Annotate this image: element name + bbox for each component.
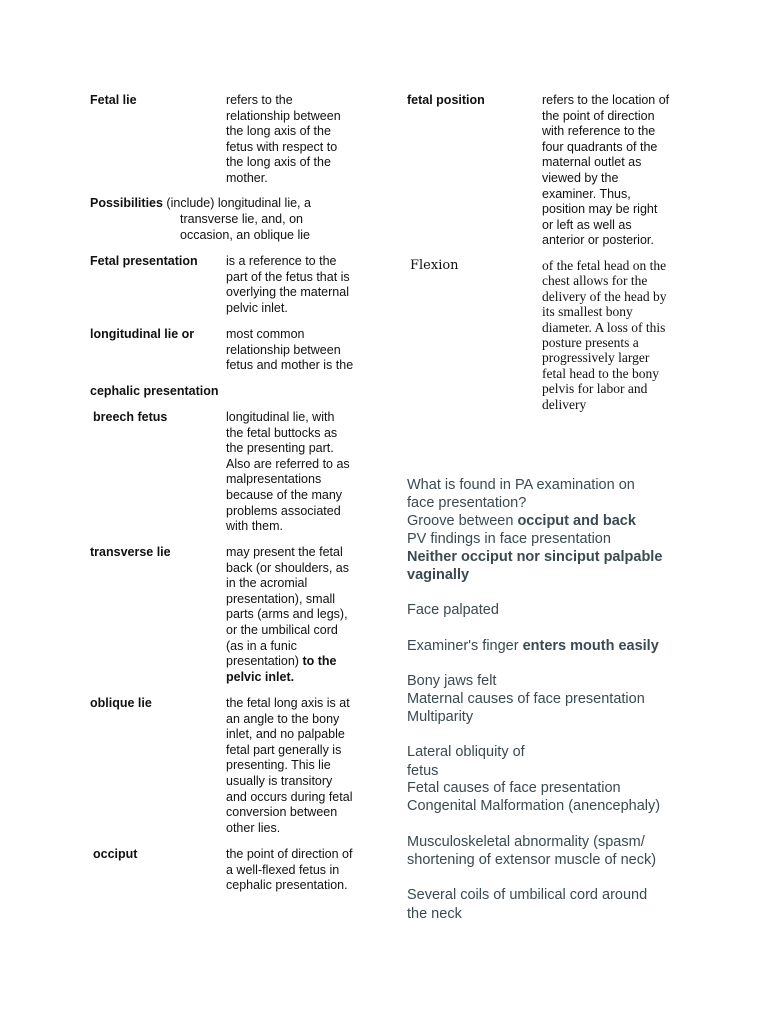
qa-a1 [407, 512, 636, 530]
def-longitudinal-lie: most common relationship between fetus and mother is the [226, 327, 354, 373]
def-occiput: the point of direction of a well-flexed fetus in cephalic presentation. [226, 847, 353, 893]
qa-fetal-causes: Fetal causes of face presentation [407, 780, 621, 796]
qa-a1-bold: occiput and back [517, 513, 636, 529]
def-oblique-lie: the fetal long axis is at an angle to the bony inlet, and no palpable fetal part generally is presenting. This lie usually is transitory and occurs during fetal conversion between other lies. [226, 696, 353, 835]
qa-coils-1: Several coils of umbilical cord around [407, 887, 648, 903]
def-breech-fetus: longitudinal lie, with the fetal buttocks as the presenting part. Also are referred to as malpresentations because of the many problems associated with them. [226, 410, 350, 534]
qa-q2: PV findings in face presentation [407, 531, 611, 547]
def-fetal-presentation: is a reference to the part of the fetus that is overlying the maternal pelvic inlet. [226, 254, 350, 315]
term-fetal-lie: Fetal lie [90, 93, 137, 107]
term-possibilities: Possibilities [90, 196, 163, 210]
term-fetal-presentation: Fetal presentation [90, 254, 198, 268]
def-transverse-lie-text: may present the fetal back (or shoulders, as in the acromial presentation), small parts (arms and legs), or the umbilical cord (as in a funic presentation) [226, 545, 349, 669]
qa-lateral-obliquity-1: Lateral obliquity of [407, 744, 525, 760]
def-fetal-lie: refers to the relationship between the long axis of the fetus with respect to the long axis of the mother. [226, 93, 341, 185]
qa-a2-line1: Neither occiput nor sinciput palpable [407, 549, 663, 565]
qa-multiparity: Multiparity [407, 709, 474, 725]
term-breech-fetus: breech fetus [93, 410, 168, 424]
possibilities-line-3: occasion, an oblique lie [180, 228, 310, 242]
qa-coils-2: the neck [407, 906, 462, 922]
qa-musculo-2: shortening of extensor muscle of neck) [407, 852, 657, 868]
possibilities-text-1: (include) longitudinal lie, a [162, 196, 311, 210]
possibilities-line-2: transverse lie, and, on [180, 212, 303, 226]
qa-face-palpated: Face palpated [407, 602, 499, 618]
qa-musculo-1: Musculoskeletal abnormality (spasm/ [407, 834, 645, 850]
qa-a2-line2: vaginally [407, 567, 470, 583]
qa-examiner-finger [407, 637, 659, 655]
qa-q1-line2: face presentation? [407, 495, 527, 511]
def-fetal-position: refers to the location of the point of direction with reference to the four quadrants of the maternal outlet as viewed by the examiner. Thus, position may be right or left as well as anterior or posterior. [542, 93, 670, 248]
qa-maternal-causes: Maternal causes of face presentation [407, 691, 645, 707]
term-flexion: Flexion [410, 258, 459, 273]
def-transverse-lie [226, 545, 376, 685]
term-longitudinal-lie: longitudinal lie or [90, 327, 195, 341]
qa-finger-prefix: Examiner's finger [407, 638, 523, 654]
qa-congenital: Congenital Malformation (anencephaly) [407, 798, 661, 814]
def-flexion: of the fetal head on the chest allows for the delivery of the head by its smallest bony diameter. A loss of this posture presents a progressively larger fetal head to the bony pelvis for labor and delivery [542, 258, 667, 412]
term-transverse-lie: transverse lie [90, 545, 171, 559]
qa-q1-line1: What is found in PA examination on [407, 477, 635, 493]
term-oblique-lie: oblique lie [90, 696, 152, 710]
term-fetal-position: fetal position [407, 93, 485, 107]
qa-a1-prefix: Groove between [407, 513, 518, 529]
qa-finger-bold: enters mouth easily [522, 638, 659, 654]
term-occiput: occiput [93, 847, 138, 861]
def-transverse-lie-bold-2: pelvic inlet. [226, 669, 295, 684]
term-cephalic-presentation: cephalic presentation [90, 384, 219, 398]
qa-lateral-obliquity-2: fetus [407, 763, 439, 779]
possibilities-line-1 [90, 196, 370, 212]
def-transverse-lie-bold-1: to the [298, 654, 337, 669]
qa-bony-jaws: Bony jaws felt [407, 673, 497, 689]
